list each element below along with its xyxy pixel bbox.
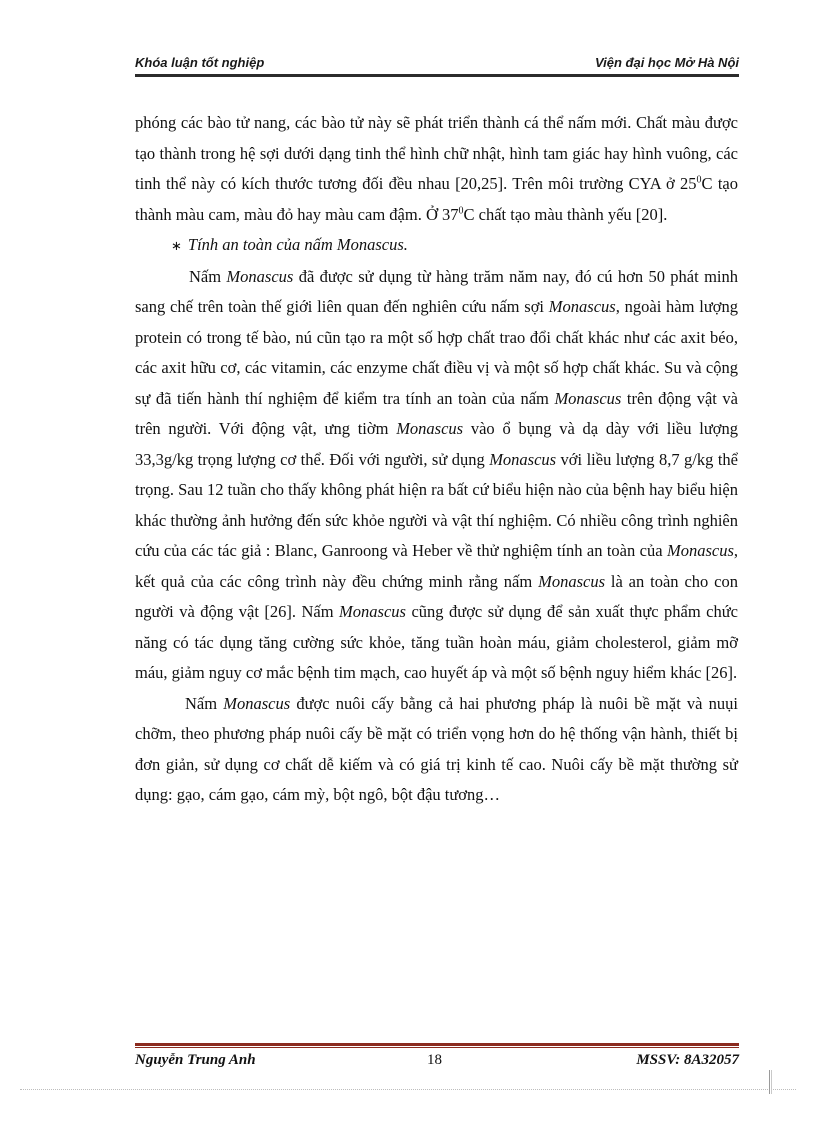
- text-run: được nuôi cấy bằng cả hai phương pháp là nuôi bề mặt và nuụi chỡm, theo phương pháp nuôi cấy bề mặt có triển vọng hơn do hệ thống vận hành, thiết bị đơn giản, sử dụng cơ chất dễ kiếm và có giá trị kinh tế cao. Nuôi cấy bề mặt thường sử dụng: gạo, cám gạo, cám mỳ, bột ngô, bột đậu tương…: [135, 693, 739, 804]
- species-name: Monascus: [538, 571, 605, 591]
- text-run: vào ổ bụng và dạ dày với liều lượng 33,3g/kg trọng lượng cơ thể. Đối với người, sử dụng: [135, 419, 738, 469]
- text-run: cũng được sử dụng để sản xuất thực phẩm chức năng có tác dụng tăng cường sức khỏe, tăng tuần hoàn máu, giảm cholesterol, giảm mỡ máu, giảm nguy cơ mắc bệnh tim mạch, cao huyết áp và một số bệnh nguy hiểm khác [26].: [135, 602, 738, 682]
- footer-divider-thin: [135, 1047, 739, 1048]
- section-bullet: [135, 230, 738, 262]
- species-name: Monascus: [396, 419, 464, 438]
- paragraph-safety: [135, 262, 738, 689]
- text-run: , ngoài hàm lượng protein có trong tế bào, nú cũn tạo ra một số hợp chất trao đổi chất khác như các axit béo, các axit hữu cơ, các vitamin, các enzyme chất điều vị và một số hợp chất khác. Su và cộng sự đã tiến hành thí nghiệm để kiểm tra tính an toàn của nấm: [135, 297, 738, 408]
- paragraph-cultivation: [135, 689, 738, 811]
- species-name: Monascus: [548, 297, 616, 316]
- text-run: Nấm: [189, 266, 227, 286]
- footer-author: Nguyễn Trung Anh: [135, 1052, 256, 1068]
- asterisk-icon: ∗: [171, 238, 182, 253]
- text-run: , kết quả của các công trình này đều chứng minh rằng nấm: [135, 541, 738, 591]
- page-number: 18: [427, 1052, 442, 1068]
- species-name: Monascus: [666, 541, 734, 560]
- species-name: Monascus: [339, 602, 406, 621]
- paragraph-continuation: [135, 108, 738, 230]
- footer-divider-thick: [135, 1043, 739, 1046]
- superscript-degree: 0: [696, 174, 702, 186]
- footer-student-id: MSSV: 8A32057: [636, 1052, 739, 1068]
- header-divider: [135, 74, 739, 77]
- superscript-degree: 0: [458, 205, 464, 216]
- text-run: là an toàn cho con người và động vật [26]. Nấm: [135, 571, 738, 621]
- text-run: đã được sử dụng từ hàng trăm năm nay, đó cú hơn 50 phát minh sang chế trên toàn thế giới liên quan đến nghiên cứu nấm sợi: [135, 266, 738, 316]
- page-border-bottom: [20, 1089, 796, 1090]
- page-footer: [135, 1052, 739, 1072]
- species-name: Monascus: [554, 388, 622, 408]
- text-run: C chất tạo màu thành yếu [20].: [463, 204, 668, 224]
- species-name: Monascus: [489, 449, 557, 469]
- text-run: trên động vật và trên người. Với động vật, ưng tiờm: [135, 388, 738, 438]
- species-name: Monascus: [226, 266, 294, 286]
- page-border-corner: [769, 1070, 770, 1094]
- species-name: Monascus: [223, 693, 291, 713]
- page-header: [135, 52, 739, 72]
- header-thesis-title: Khóa luận tốt nghiệp: [135, 55, 265, 70]
- text-run: phóng các bào tử nang, các bào tử này sẽ phát triển thành cá thể nấm mới. Chất màu được tạo thành trong hệ sợi dưới dạng tinh thể hình chữ nhật, hình tam giác hay hình vuông, các tinh thể này có kích thước tương đối đều nhau [20,25]. Trên môi trường CYA ở 25: [135, 113, 738, 193]
- page-border-corner-shadow: [771, 1070, 772, 1094]
- header-institution: Viện đại học Mở Hà Nội: [594, 55, 739, 70]
- text-run: C tạo thành màu cam, màu đỏ hay màu cam đậm. Ở 37: [135, 174, 738, 224]
- page-body: [135, 108, 738, 811]
- section-heading: Tính an toàn của nấm Monascus.: [187, 235, 408, 254]
- text-run: Nấm: [185, 693, 224, 713]
- text-run: với liều lượng 8,7 g/kg thể trọng. Sau 12 tuần cho thấy không phát hiện ra bất cứ biểu hiện nào của bệnh hay biểu hiện khác thường ảnh hưởng đến sức khỏe người và vật thí nghiệm. Có nhiều công trình nghiên cứu của các tác giả : Blanc, Ganroong và Heber về thử nghiệm tính an toàn của: [135, 449, 738, 560]
